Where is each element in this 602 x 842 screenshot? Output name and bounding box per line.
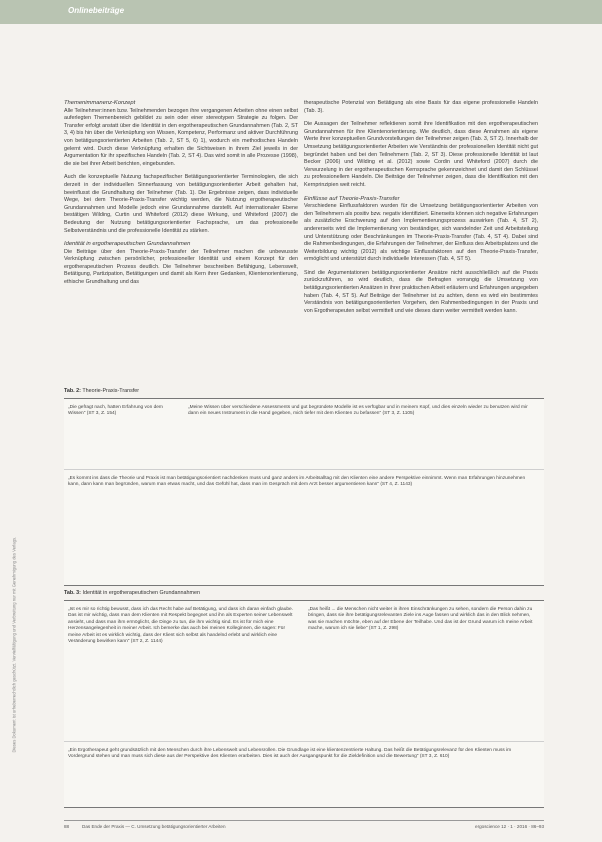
section-heading: Einflüsse auf Theorie-Praxis-Transfer (304, 195, 400, 202)
right-column (304, 100, 538, 321)
section-tag: Onlinebeiträge (68, 6, 125, 15)
table-row (64, 399, 544, 470)
body-paragraph: Alle Teilnehmer:innen bzw. Teilnehmenden bezogen ihre vergangenen Arbeiten ohne einen selbst auferlegten Themenbereich gebildet zu sein oder einer stereotypen Strategie zu folgen. Der Transfer erfolgt anstatt über die Identität in den ergotherapeutischen Grundannahmen (Tab. 2, ST 3, 4) bis hin über die Verknüpfung von Wissen, Kompetenz, Performanz und aktiver Durchführung von betätigungsorientierten Arbeiten (Tab. 2, ST 5, 6) 1), wodurch ein methodisches Handeln gelernt wird. Durch diese Verknüpfung erhalten die Sichtweisen in ihrem Ziel jeweils in der Argumentation für ihr spezifisches Handeln (Tab. 2, ST 4). Das wird somit in alle Prozesse (1998), die sie bei ihrer Arbeit berichten, eingebunden. (64, 107, 298, 167)
table3-caption (64, 590, 200, 596)
table2 (64, 398, 544, 586)
table3-title: Identität in ergotherapeutischen Grundannahmen (82, 590, 200, 596)
table3 (64, 600, 544, 808)
table-cell: „Es kommt ins dass die Theorie und Praxis ist man betätigungsorientiert nachdenken muss und ganz anders im Arbeitsalltag mit den Klienten eine andere Perspektive einnimmt. Wenn man Erfahrungen hinzunehmen kann, dann kann man begründen, warum man etwas macht, und das Gefühl hat, dass man im Gespräch mit dem Arzt besser argumentieren kann" (ST 4, Z. 1143) (68, 476, 526, 488)
body-paragraph: Sind die Argumentationen betätigungsorientierter Ansätze nicht ausschließlich auf die Praxis zurückzuführen, so wird deutlich, dass die Befragten vorrangig die Umsetzung von betätigungsorientierten Ansätzen in ihrer praktischen Arbeit erläutern und Erfahrungen angegeben haben (Tab. 4, ST 5). Auf Beiträge der Teilnehmer ist zu achten, denn es wird ein bestimmtes Verständnis von betätigungsorientierten Vorgehen, den Rahmenbedingungen in der Praxis und von Ergotherapeuten selbst vermittelt und wie dieses dann weiter vermittelt werden kann. (304, 269, 538, 314)
body-paragraph: therapeutische Potenzial von Betätigung als eine Basis für das eigene professionelle Handeln (Tab. 3). (304, 100, 538, 114)
table-row (64, 470, 544, 580)
section-header (0, 0, 602, 24)
table-row (64, 742, 544, 804)
body-paragraph: Verschiedene Einflussfaktoren wurden für die Umsetzung betätigungsorientierter Arbeiten von den Teilnehmern als positiv bzw. negativ identifiziert. Einerseits können sich negative Erfahrungen als zusätzliche Erschwerung auf den Implementierungsprozess auswirken (Tab. 4, ST 2), andererseits wird die Implementierung von beständiger, sich wandelnder Zeit und Arbeitsteilung und Unterstützung oder Beschränkungen im Theorie-Praxis-Transfer (Tab. 4, ST 4). Dabei sind die Rahmenbedingungen, die Erfahrungen der Teilnehmer, der Einfluss des Arbeitsplatzes und die Weiterbildung wichtig (2012) als wichtige Einflussfaktoren auf den Theorie-Praxis-Transfer, ermöglicht und unterstützt durch individuelle Interessen (Tab. 4, ST 5). (304, 203, 538, 263)
body-paragraph: Die Aussagen der Teilnehmer reflektieren somit ihre Identifikation mit den ergotherapeutischen Grundannahmen für ihre Klientenorientierung. Wie deutlich, dass diese Annahmen als eigene Werte ihrer konzeptuellen Grundvorstellungen der Teilnehmer zeigen (Tab. 3, ST 2). Innerhalb der Umsetzung betätigungsorientierter Arbeiten wie Verständnis der professionellen Identität nicht gut begründet haben und bei den Teilnehmern (Tab. 2, ST 3). Diese professionelle Identität ist laut Becker (2006) und Wilding et al. (2012) sowie Cordin und Whiteford (2007) durch die Verwurzelung in der ergotherapeutischen Kernsprache gekennzeichnet und damit den Schlüssel zu professionellem Handeln. Die Beiträge der Teilnehmer zeigen, dass die Identifikation mit den Kernprinzipien weit reicht. (304, 121, 538, 188)
section-heading: Identität in ergotherapeutischen Grundannahmen (64, 241, 191, 248)
copyright-side-note: Dieses Dokument ist urheberrechtlich geschützt. Vervielfältigung und Verbreitung nur mit Genehmigung des Verlags. (11, 536, 17, 753)
table-row (64, 601, 544, 742)
journal-citation: ergoscience 12 · 1 · 2016 · 86–93 (475, 824, 544, 829)
table-cell: „Ist es mir so richtig bewusst, dass ich das Recht habe auf Betätigung, und dass ich daran einfach glaube. Das ist mir wichtig, dass man dem Klienten mit Respekt begegnet und ihn als Experten seiner Lebenswelt ansieht, und dass man ihm ermöglicht, die Dinge zu tun, die ihm wichtig sind. Es ist für mich eine Herzensangelegenheit in meiner Arbeit. Ich bemerke das auch bei meinen Kolleginnen, die sagen: Für meine Arbeit ist es wirklich wichtig, dass der Klient sich selbst als handelnd erlebt und wirklich eine Veränderung bewirken kann" (ST 2, Z. 1144) (68, 607, 294, 645)
table3-label: Tab. 3: (64, 590, 81, 596)
running-title: Das Ende der Praxis — C. Umsetzung betätigungsorientierter Arbeiten (82, 824, 226, 829)
table-cell: „Meine Wissen über verschiedene Assessments und gut begründete Modelle ist es verfügbar und in meinem Kopf, und dies einzeln wieder zu benutzen wird mir dann ein neues Instrument in die Hand gegeben, mich tiefer mit dem Klienten zu befassen" (ST 3, Z. 1105) (188, 405, 528, 417)
page-number: 88 (64, 824, 70, 829)
page-footer (64, 820, 544, 829)
left-column (64, 100, 298, 293)
table-cell: „Die gefragt nach, hatten Erfahrung von dem Wissen" (ST 3, Z. 154) (68, 405, 163, 417)
section-heading: Themenimmanenz-Konzept (64, 100, 136, 106)
body-paragraph: Die Beiträge über den Theorie-Praxis-Transfer der Teilnehmer machen die unbewusste Verknüpfung zwischen persönlicher, professioneller Identität und einem Konzept für den ergotherapeutischen Prozess deutlich. Die Teilnehmer beschreiben Befähigung, Lebenswelt, Betätigung, Partizipation, Betätigungen und damit als Kern ihrer Gedanken, Klientenorientierung, ethische Grundhaltung und das (64, 248, 298, 286)
table-cell: „Das heißt ... die Menschen nicht weiter in ihren Einschränkungen zu sehen, sondern die Person dahin zu bringen, dass sie ihre betätigungsrelevanten Ziele ins Auge fassen und wirklich das in den Blick nehmen, was sie machen möchte, eben auf der Ebene der Teilhabe. Und das ist der Grund warum ich meine Arbeit mache, warum ich sie liebe" (ST 1, Z. 298) (308, 607, 533, 632)
table2-caption (64, 388, 139, 394)
table-cell: „Ein Ergotherapeut geht grundsätzlich mit den Menschen durch ihre Lebenswelt und Lebensrollen. Die Grundlage ist eine klientenzentrierte Haltung. Das heißt die Betätigungsrelevanz für den Klienten muss im Vordergrund stehen und man muss sich diese aus der Perspektive des Klienten erarbeiten. Dies ist auch der Ausgangspunkt für die Zieldefinition und die Bewertung" (ST 3, Z. 610) (68, 748, 512, 760)
table2-label: Tab. 2: (64, 388, 81, 394)
body-paragraph: Auch die konzeptuelle Nutzung fachspezifischer Betätigungsorientierter Terminologien, die sich derzeit in der individuellen Sinnerfassung von betätigungsorientierter Arbeit gehalten hat, beeinflusst die Grundhaltung der Teilnehmer (Tab. 1). Die Ergebnisse zeigen, dass individuelle Wege, bei dem Theorie-Praxis-Transfer wichtig werden, die Nutzung ergotherapeutischer Grundannahmen und Modelle jedoch eine Grundannahme darstellt. Auf internationaler Ebene bestätigen Wilding, Curtin und Whiteford (2012) diese Wirkung, und Whiteford (2007) die Bedeutung der Nutzung betätigungsorientierter Fachsprache, um das professionelle Selbstverständnis und die professionelle Identität zu stärken. (64, 174, 298, 234)
table2-title: Theorie-Praxis-Transfer (82, 388, 140, 394)
